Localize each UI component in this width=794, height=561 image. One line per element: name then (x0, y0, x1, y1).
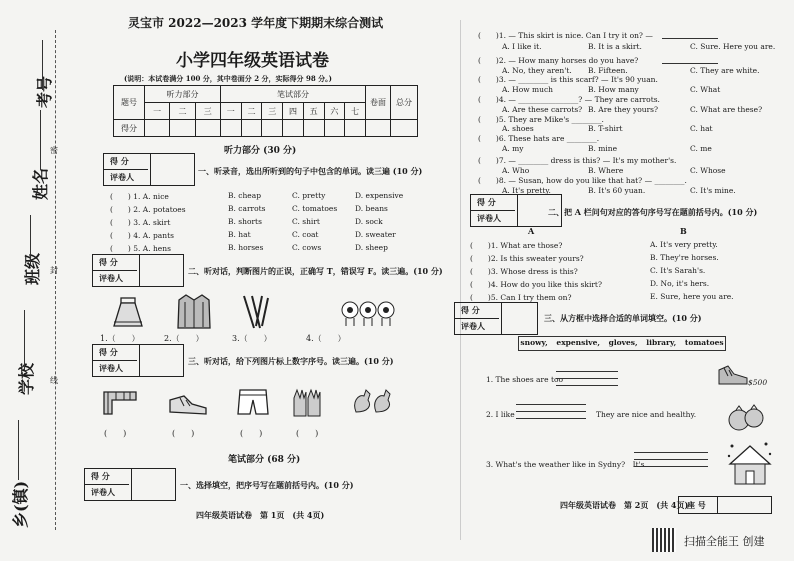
match-question: ( )3. Whose dress is this? (470, 267, 578, 276)
q2-instruction: 二、把 A 栏问句对应的答句序号写在题前括号内。(10 分) (548, 207, 758, 217)
watermark-text: 扫描全能王 创建 (684, 535, 765, 548)
price-label: $500 (748, 378, 768, 387)
answer-line[interactable] (634, 459, 708, 460)
s2-label[interactable]: 3.（ ） (232, 334, 272, 343)
score-table-header-neatness: 卷面 (366, 86, 391, 120)
page-divider (460, 20, 461, 540)
seat-number-label: 座 号 (687, 500, 706, 510)
word-bank-item: gloves, (608, 338, 638, 347)
score-table-header-written: 笔试部分 (220, 86, 365, 103)
answer-line[interactable] (556, 378, 618, 379)
score-box: 得 分 评卷人 (84, 468, 176, 501)
question-stem: ( )1. — This skirt is nice. Can I try it on? — (478, 31, 653, 40)
seal-mark-2: 封 (50, 266, 58, 275)
shorts-picture (236, 388, 270, 418)
match-question: ( )2. Is this sweater yours? (470, 254, 584, 263)
listening-header: 听力部分 (30 分) (224, 146, 297, 156)
answer-line[interactable] (556, 371, 618, 372)
word-bank (518, 336, 726, 351)
shoes-picture (716, 362, 750, 388)
field-class: 班级 (23, 252, 42, 285)
s2-label[interactable]: 1.（ ） (100, 334, 140, 343)
hens-picture (350, 384, 394, 418)
word-bank-item: tomatoes (684, 338, 724, 347)
list-item: ( ) 3. A. skirt (110, 218, 171, 227)
field-township: 乡(镇) (11, 480, 30, 528)
list-item: ( ) 1. A. nice (110, 192, 169, 201)
score-num: 二 (241, 103, 262, 120)
page-footer: 四年级英语试卷 第 2页 (共 4页) (560, 500, 689, 510)
score-num: 三 (195, 103, 220, 120)
word-bank-item: library, (646, 338, 677, 347)
list-item: ( ) 5. A. hens (110, 244, 171, 253)
list-item: ( ) 2. A. potatoes (110, 205, 186, 214)
scarf-picture (100, 384, 140, 418)
s3-label[interactable]: ( ) (172, 429, 195, 438)
score-table-header-total: 总分 (391, 86, 418, 120)
field-school: 学校 (17, 362, 36, 395)
answer-line[interactable] (516, 418, 586, 419)
s3-label[interactable]: ( ) (104, 429, 127, 438)
score-box: 得 分 评卷人 (103, 153, 195, 186)
field-exam-no: 考号 (35, 75, 54, 108)
score-num: 一 (145, 103, 170, 120)
question-stem: ( )8. — Susan, how do you like that hat? — ________. (478, 176, 687, 185)
qr-code (652, 528, 676, 552)
written-header: 笔试部分 (68 分) (228, 455, 301, 465)
question-stem: ( )7. — ________ dress is this? — It's my mother's. (478, 156, 677, 165)
page-footer: 四年级英语试卷 第 1页 (共 4页) (196, 510, 325, 520)
score-box: 得 分 评卷人 (454, 302, 538, 335)
answer-line[interactable] (634, 466, 708, 467)
q2-col-b: B (680, 226, 687, 236)
gloves-picture (290, 386, 324, 420)
coat-picture (174, 292, 214, 332)
score-table-header-listening: 听力部分 (145, 86, 221, 103)
score-table-header-qno: 题号 (114, 86, 145, 120)
question-stem: ( )3. — ________ is this scarf? — It's 90 yuan. (478, 75, 658, 84)
skirt-picture (108, 296, 148, 330)
score-table (113, 85, 418, 137)
score-num: 五 (303, 103, 324, 120)
s2-label[interactable]: 2.（ ） (164, 334, 204, 343)
score-box: 得 分 评卷人 (92, 344, 184, 377)
answer-line[interactable] (556, 385, 618, 386)
s3-label[interactable]: ( ) (296, 429, 319, 438)
snowy-house-picture (726, 440, 774, 488)
scarf-picture (236, 292, 276, 332)
answer-line[interactable] (516, 411, 586, 412)
match-question: ( )4. How do you like this skirt? (470, 280, 602, 289)
fill-sentence-2a: 2. I like (486, 410, 515, 419)
match-answer: C. It's Sarah's. (650, 266, 706, 275)
exam-title: 灵宝市 2022—2023 学年度下期期末综合测试 (128, 16, 384, 30)
score-num: 四 (283, 103, 304, 120)
seal-mark-3: 线 (50, 376, 58, 385)
word-bank-item: snowy, (520, 338, 548, 347)
score-table-row-label: 得分 (114, 120, 145, 137)
seal-mark-1: 密 (50, 146, 58, 155)
field-name: 姓名 (31, 167, 50, 200)
fill-sentence-3: 3. What's the weather like in Sydny? It's (486, 460, 645, 469)
match-question: ( )5. Can I try them on? (470, 293, 572, 302)
sheep-picture (340, 296, 400, 330)
score-box: 得 分 评卷人 (92, 254, 184, 287)
score-num: 三 (262, 103, 283, 120)
score-num: 二 (170, 103, 195, 120)
s3-instruction: 三、听对话，给下列图片标上数字序号。读三遍。(10 分) (188, 356, 394, 366)
word-bank-item: expensive, (556, 338, 600, 347)
answer-line[interactable] (634, 452, 708, 453)
score-box: 得 分 评卷人 (470, 194, 562, 227)
score-num: 六 (324, 103, 345, 120)
s3-label[interactable]: ( ) (240, 429, 263, 438)
tomatoes-picture (726, 398, 766, 434)
score-num: 一 (220, 103, 241, 120)
exam-subtitle: 小学四年级英语试卷 (176, 51, 329, 71)
match-answer: E. Sure, here you are. (650, 292, 734, 301)
q2-col-a: A (528, 226, 535, 236)
question-stem: ( )5. They are Mike's ________. (478, 115, 604, 124)
question-stem: ( )2. — How many horses do you have? (478, 56, 639, 65)
shoe-picture (166, 388, 210, 418)
s1-instruction: 一、听录音，选出所听到的句子中包含的单词。读三遍 (10 分) (198, 166, 423, 176)
match-answer: B. They're horses. (650, 253, 719, 262)
s2-instruction: 二、听对话，判断图片的正误，正确写 T，错误写 F。读三遍。(10 分) (188, 266, 443, 276)
fill-sentence-1: 1. The shoes are too (486, 375, 563, 384)
match-question: ( )1. What are those? (470, 241, 563, 250)
fill-sentence-2b: They are nice and healthy. (596, 410, 697, 419)
seat-number-box (678, 496, 772, 514)
question-stem: ( )6. These hats are ________. (478, 134, 600, 143)
written-s1-instruction: 一、选择填空，把序号写在题前括号内。(10 分) (180, 480, 354, 490)
question-stem: ( )4. — ________________? — They are carrots. (478, 95, 660, 104)
answer-line[interactable] (516, 404, 586, 405)
match-answer: D. No, it's hers. (650, 279, 710, 288)
list-item: ( ) 4. A. pants (110, 231, 174, 240)
q3-instruction: 三、从方框中选择合适的单词填空。(10 分) (544, 313, 702, 323)
score-num: 七 (345, 103, 366, 120)
exam-note: (说明：本试卷满分 100 分，其中卷面分 2 分，实际得分 98 分。) (124, 74, 332, 83)
s2-label[interactable]: 4.（ ） (306, 334, 346, 343)
match-answer: A. It's very pretty. (650, 240, 718, 249)
